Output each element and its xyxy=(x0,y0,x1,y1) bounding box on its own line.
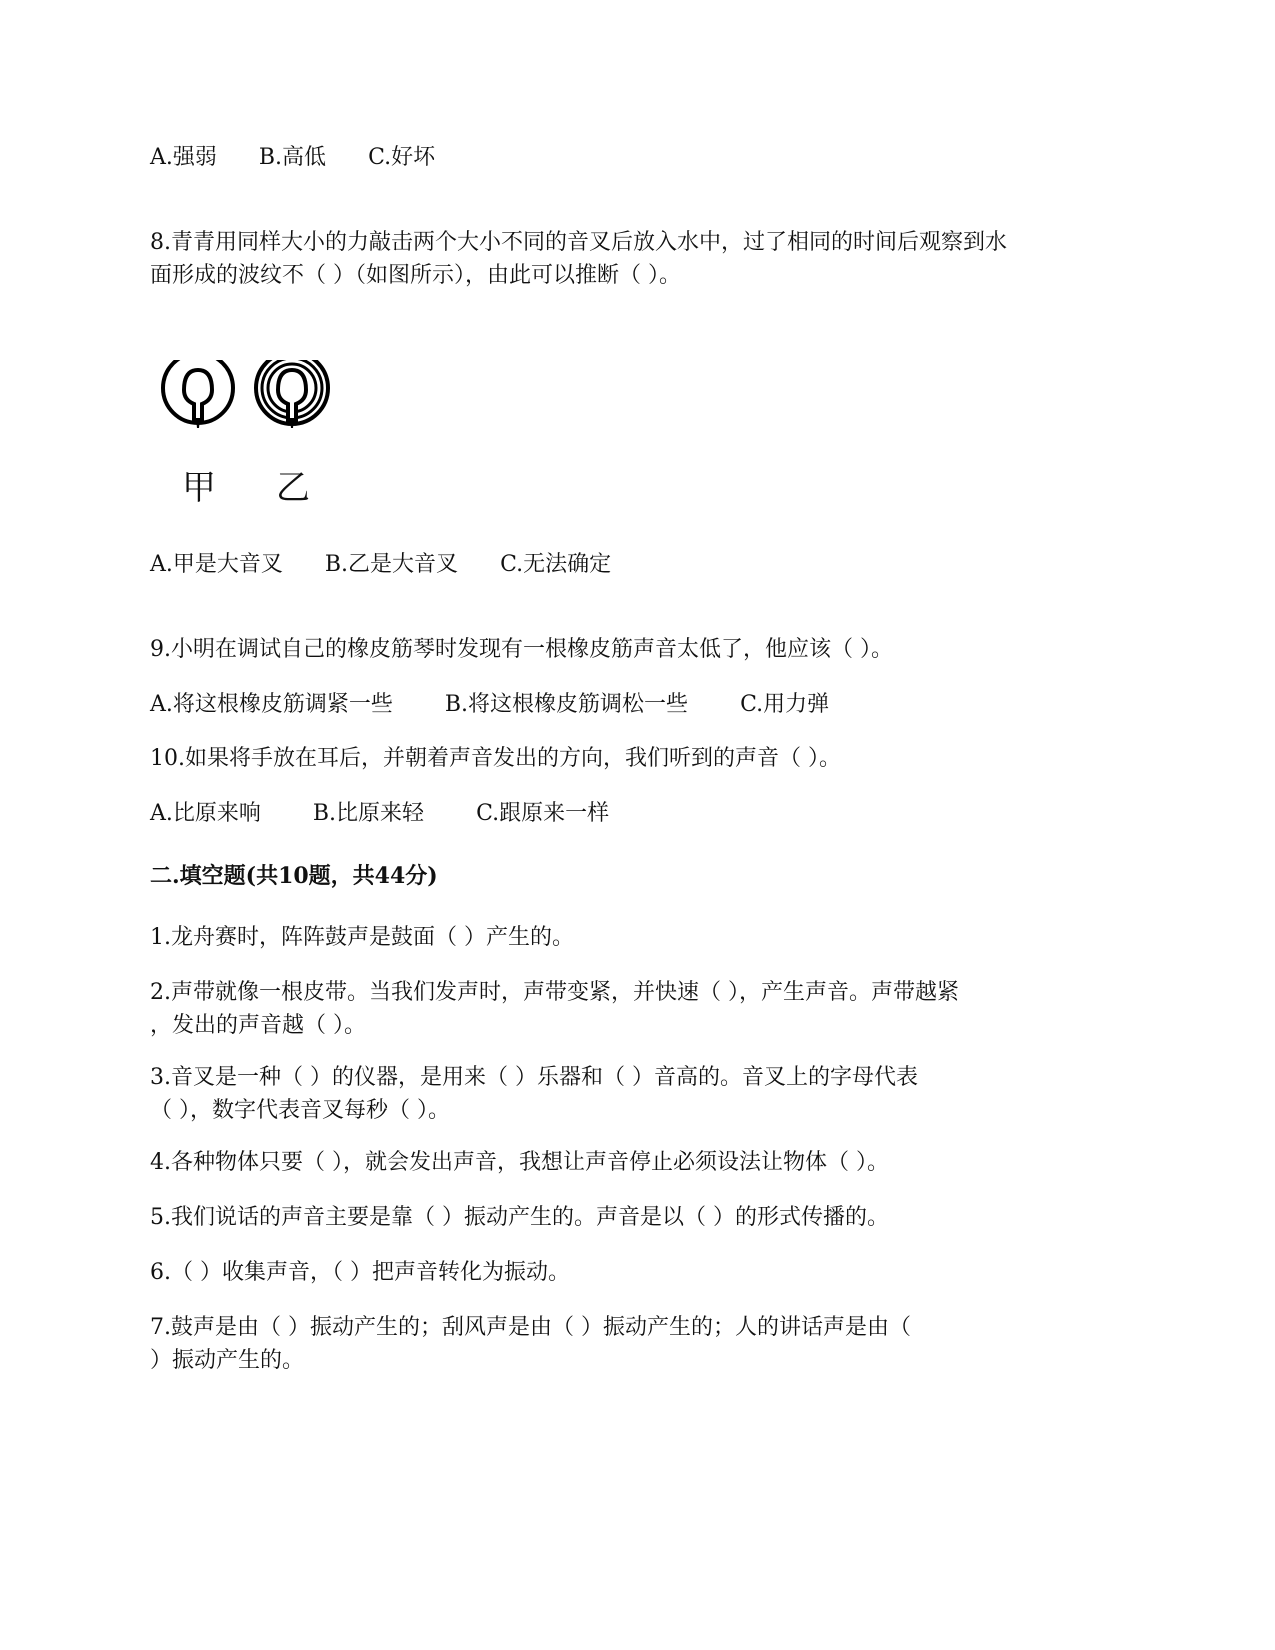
fill-q7-line2: ）振动产生的。 xyxy=(150,1348,305,1373)
q10-text: 10.如果将手放在耳后，并朝着声音发出的方向，我们听到的声音（ ）。 xyxy=(150,746,841,771)
q9-option-c: C.用力弹 xyxy=(740,692,830,717)
ripple-diagram xyxy=(160,360,360,460)
ripple-yi xyxy=(256,360,328,428)
q8-option-b: B.乙是大音叉 xyxy=(324,552,459,577)
fill-q6: 6.（ ）收集声音，（ ）把声音转化为振动。 xyxy=(150,1260,570,1285)
fill-q4: 4.各种物体只要（ ），就会发出声音，我想让声音停止必须设法让物体（ ）。 xyxy=(150,1150,889,1175)
q7-option-c: C.好坏 xyxy=(368,145,436,170)
tuning-fork-ripple-figure xyxy=(160,360,360,510)
ripple-jia xyxy=(163,360,233,428)
fill-q3-line2: （ ），数字代表音叉每秒（ ）。 xyxy=(150,1098,450,1123)
fill-q5: 5.我们说话的声音主要是靠（ ）振动产生的。声音是以（ ）的形式传播的。 xyxy=(150,1205,889,1230)
q7-option-a: A.强弱 xyxy=(150,145,217,170)
fill-q3-line1: 3.音叉是一种（ ）的仪器，是用来（ ）乐器和（ ）音高的。音叉上的字母代表 xyxy=(150,1065,918,1090)
q10-option-a: A.比原来响 xyxy=(150,801,261,826)
q9-option-b: B.将这根橡皮筋调松一些 xyxy=(444,692,689,717)
q8-option-c: C.无法确定 xyxy=(500,552,612,577)
q8-text-line2: 面形成的波纹不（ ）（如图所示），由此可以推断（ ）。 xyxy=(150,263,681,288)
q10-option-c: C.跟原来一样 xyxy=(476,801,610,826)
section2-title: 二.填空题(共10题，共44分) xyxy=(150,863,438,889)
q9-option-a: A.将这根橡皮筋调紧一些 xyxy=(150,692,393,717)
q8-text-line1: 8.青青用同样大小的力敲击两个大小不同的音叉后放入水中，过了相同的时间后观察到水 xyxy=(150,230,1007,255)
fill-q2-line2: ，发出的声音越（ ）。 xyxy=(150,1013,366,1038)
fill-q2-line1: 2.声带就像一根皮带。当我们发声时，声带变紧，并快速（ ），产生声音。声带越紧 xyxy=(150,980,959,1005)
fill-q7-line1: 7.鼓声是由（ ）振动产生的；刮风声是由（ ）振动产生的；人的讲话声是由（ xyxy=(150,1315,911,1340)
q10-options xyxy=(150,797,1130,831)
figure-label-jia: 甲 xyxy=(182,468,216,508)
figure-label-yi: 乙 xyxy=(276,468,310,508)
q9-text: 9.小明在调试自己的橡皮筋琴时发现有一根橡皮筋声音太低了，他应该（ ）。 xyxy=(150,637,893,662)
q8-option-a: A.甲是大音叉 xyxy=(150,552,283,577)
q7-option-b: B.高低 xyxy=(258,145,327,170)
q10-option-b: B.比原来轻 xyxy=(312,801,425,826)
q9-options xyxy=(150,688,1130,722)
fill-q1: 1.龙舟赛时，阵阵鼓声是鼓面（ ）产生的。 xyxy=(150,925,574,950)
q7-options xyxy=(150,141,1130,175)
q8-options xyxy=(150,548,1130,582)
